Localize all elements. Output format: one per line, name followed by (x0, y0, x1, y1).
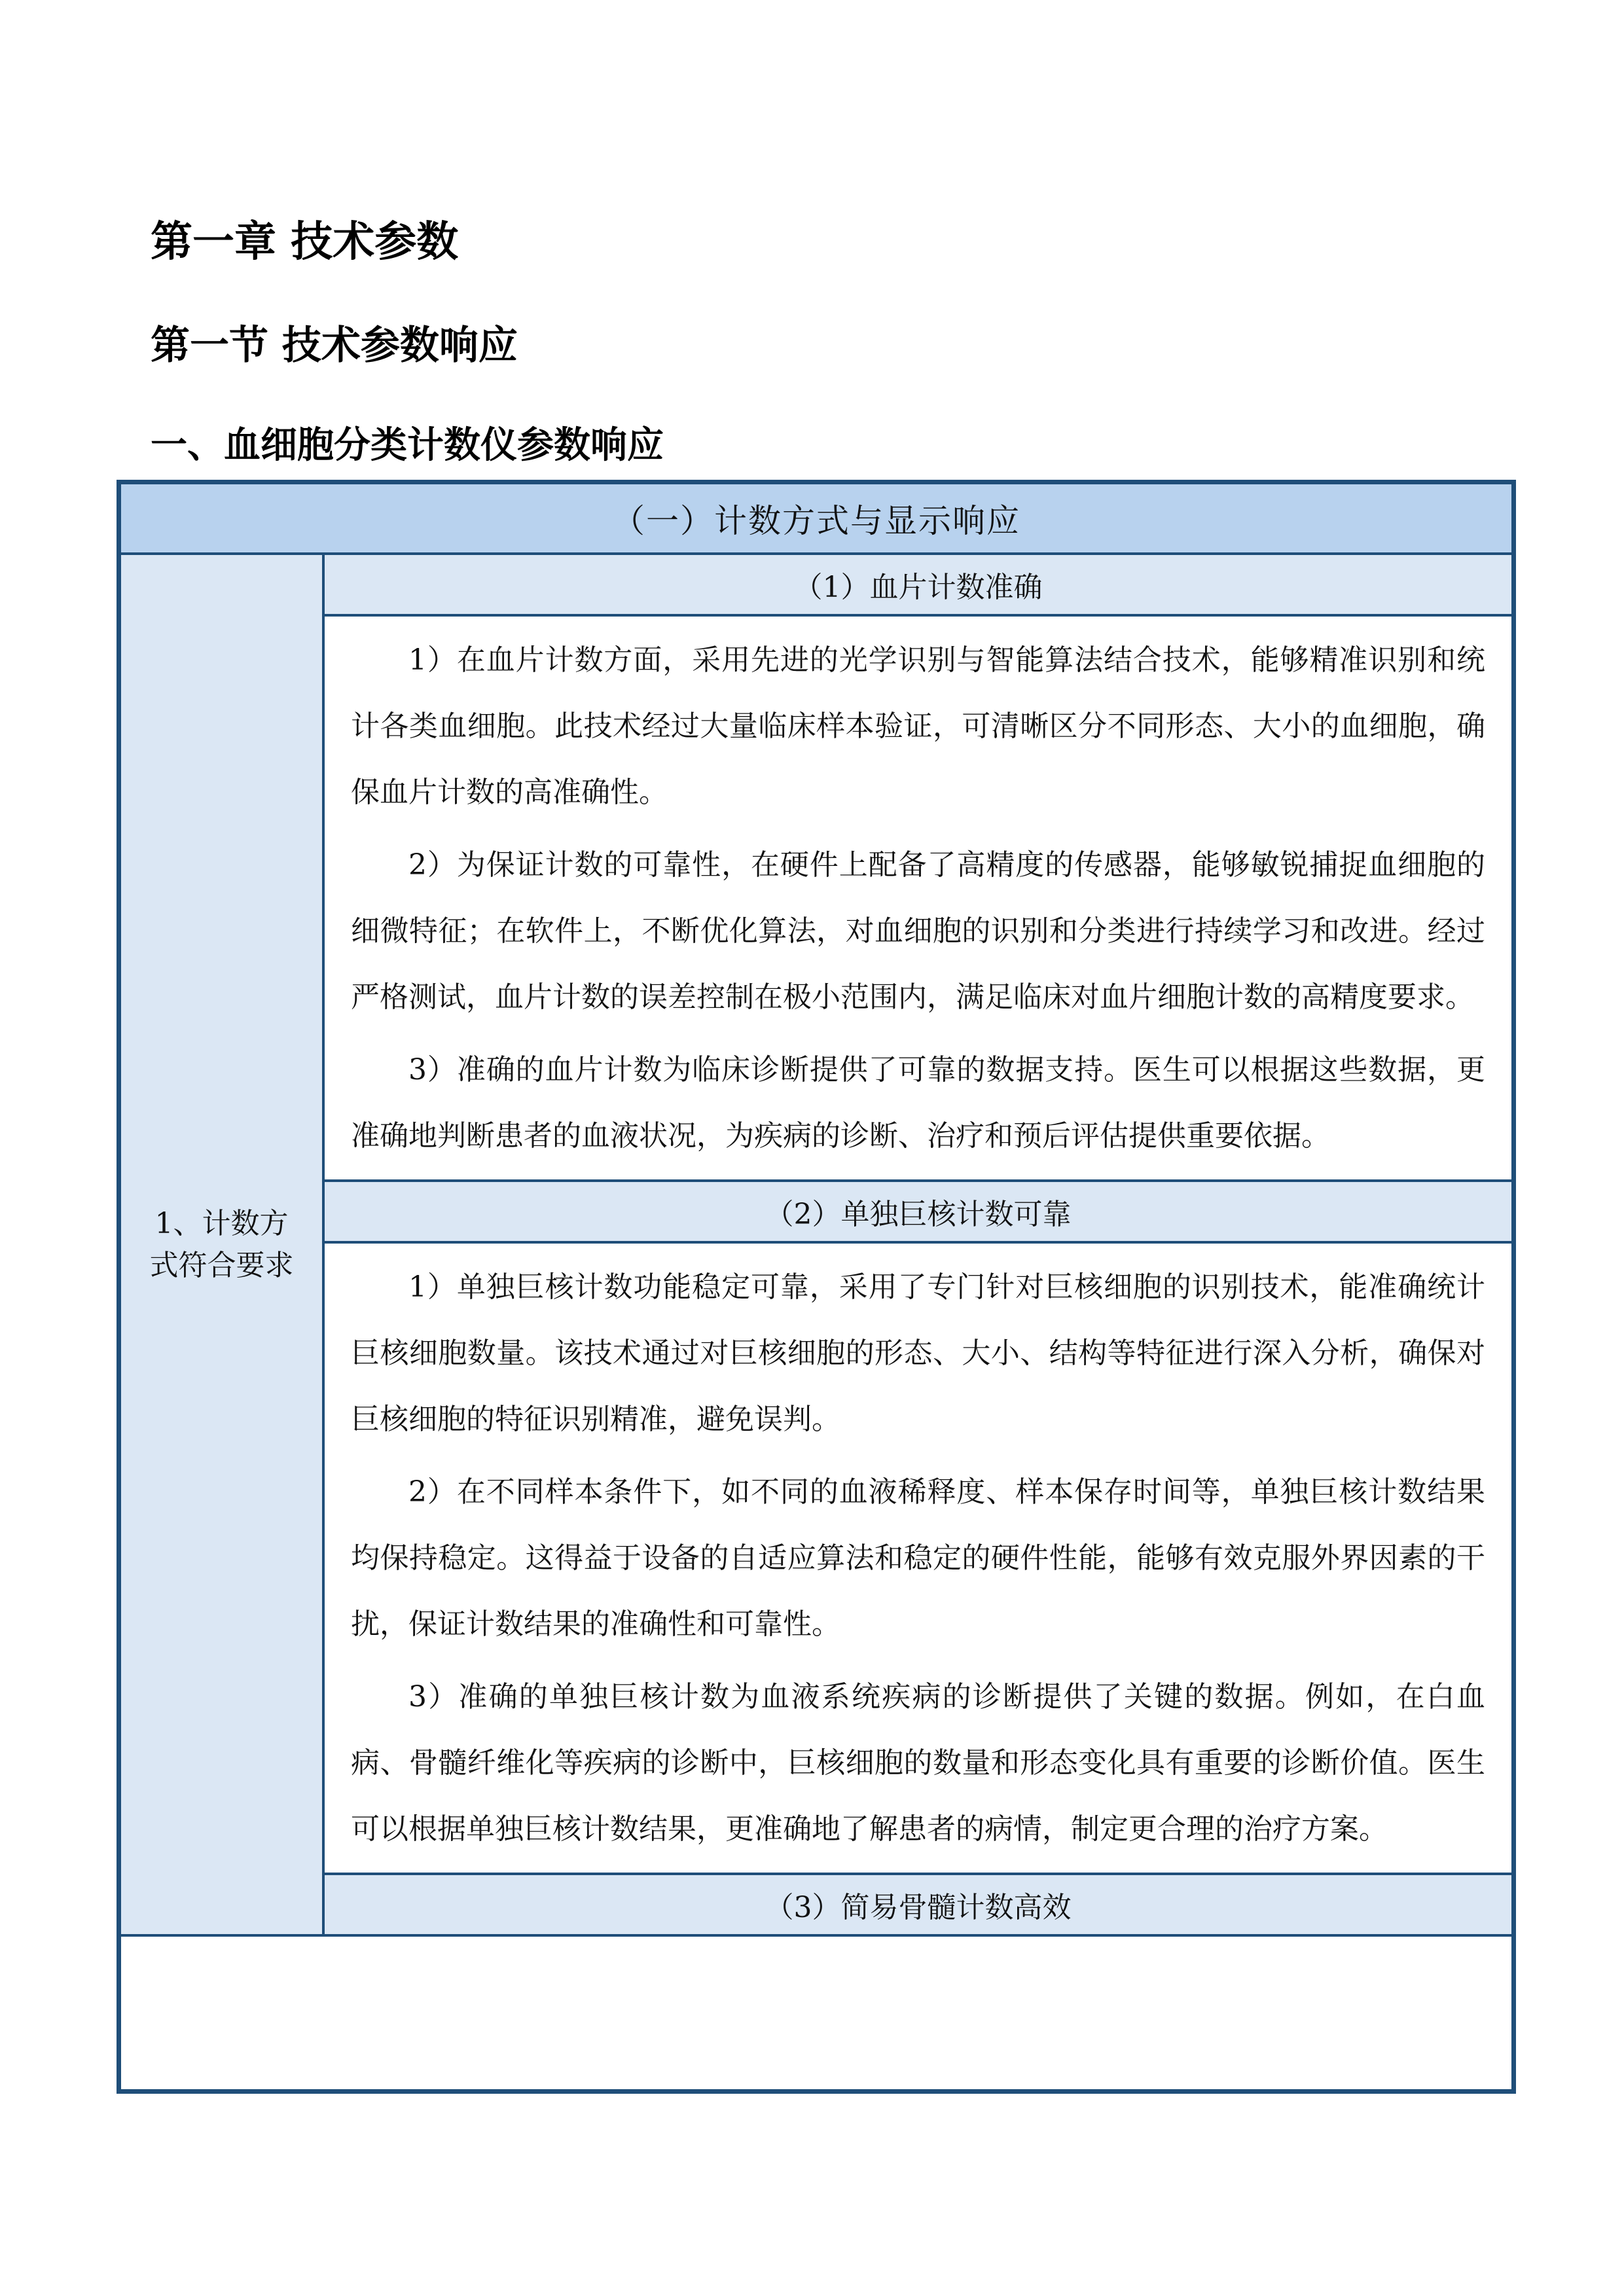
paragraph: 2）为保证计数的可靠性，在硬件上配备了高精度的传感器，能够敏锐捕捉血细胞的细微特征；在软件上，不断优化算法，对血细胞的识别和分类进行持续学习和改进。经过严格测试，血片计数的误差控制在极小范围内，满足临床对血片细胞计数的高精度要求。 (351, 848, 1485, 1014)
table-row (121, 1242, 1511, 1874)
group-heading: （3）简易骨髓计数高效 (323, 1874, 1511, 1935)
group-content (323, 1242, 1511, 1874)
table-title-row (121, 484, 1511, 554)
paragraph: 1）在血片计数方面，采用先进的光学识别与智能算法结合技术，能够精准识别和统计各类血细胞。此技术经过大量临床样本验证，可清晰区分不同形态、大小的血细胞，确保血片计数的高准确性。 (351, 643, 1485, 809)
paragraph: 3）准确的血片计数为临床诊断提供了可靠的数据支持。医生可以根据这些数据，更准确地判断患者的血液状况，为疾病的诊断、治疗和预后评估提供重要依据。 (351, 1053, 1485, 1153)
paragraph: 2）在不同样本条件下，如不同的血液稀释度、样本保存时间等，单独巨核计数结果均保持稳定。这得益于设备的自适应算法和稳定的硬件性能，能够有效克服外界因素的干扰，保证计数结果的准确性和可靠性。 (351, 1475, 1485, 1641)
paragraph: 3）准确的单独巨核计数为血液系统疾病的诊断提供了关键的数据。例如，在白血病、骨髓纤维化等疾病的诊断中，巨核细胞的数量和形态变化具有重要的诊断价值。医生可以根据单独巨核计数结果，更准确地了解患者的病情，制定更合理的治疗方案。 (351, 1680, 1485, 1846)
table-row (121, 554, 1511, 615)
table-title: （一）计数方式与显示响应 (121, 484, 1511, 554)
paragraph: 1）单独巨核计数功能稳定可靠，采用了专门针对巨核细胞的识别技术，能准确统计巨核细胞数量。该技术通过对巨核细胞的形态、大小、结构等特征进行深入分析，确保对巨核细胞的特征识别精准，避免误判。 (351, 1270, 1485, 1436)
subsection-title: 一、血细胞分类计数仪参数响应 (151, 424, 664, 467)
group-content (323, 615, 1511, 1181)
table-row (121, 1181, 1511, 1242)
requirement-label: 1、计数方式符合要求 (121, 554, 323, 1935)
table-row (121, 615, 1511, 1181)
chapter-title: 第一章 技术参数 (151, 218, 459, 266)
table-row (121, 1874, 1511, 1935)
section-title: 第一节 技术参数响应 (151, 323, 518, 368)
group-heading: （2）单独巨核计数可靠 (323, 1181, 1511, 1242)
parameter-response-table (117, 480, 1516, 2094)
group-heading: （1）血片计数准确 (323, 554, 1511, 615)
